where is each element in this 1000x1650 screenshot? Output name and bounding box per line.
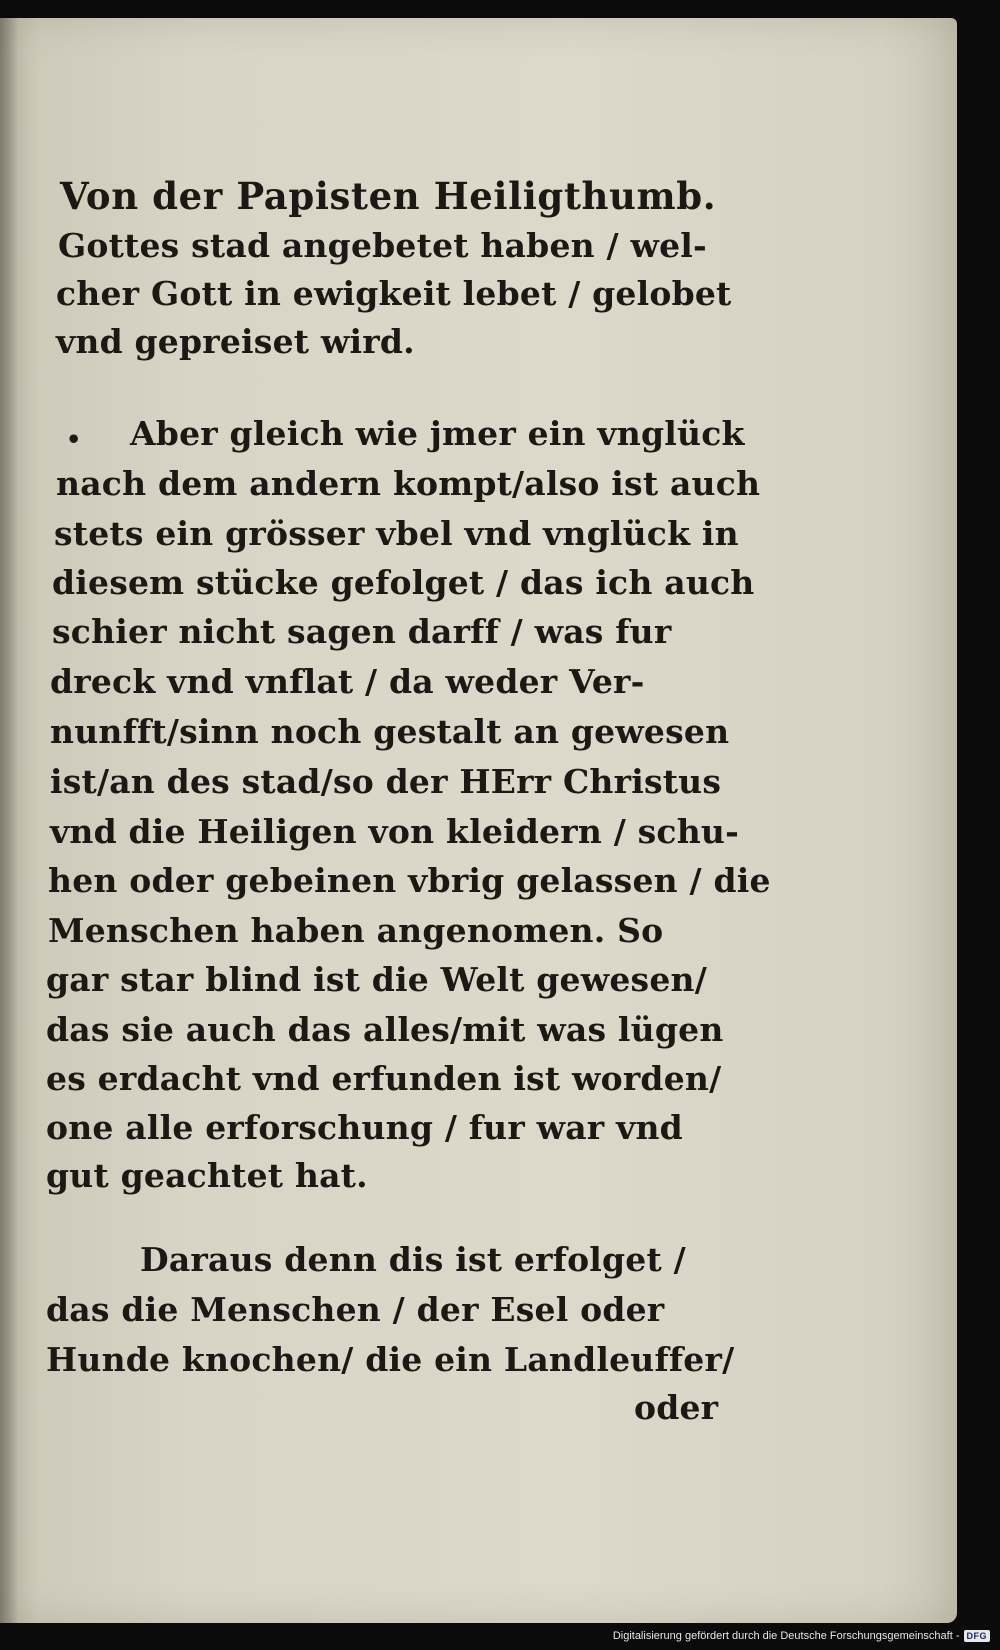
text-line: Daraus denn dis ist erfolget / (140, 1240, 686, 1279)
text-line: schier nicht sagen darff / was fur (52, 612, 672, 651)
text-line: hen oder gebeinen vbrig gelassen / die (48, 861, 771, 900)
text-line: es erdacht vnd erfunden ist worden/ (46, 1059, 722, 1098)
text-line: ist/an des stad/so der HErr Christus (50, 762, 722, 801)
text-line: nach dem andern kompt/also ist auch (56, 464, 761, 503)
text-line: gar star blind ist die Welt gewesen/ (46, 960, 707, 999)
text-line: cher Gott in ewigkeit lebet / gelobet (56, 274, 732, 313)
text-line: Gottes stad angebetet haben / wel- (58, 226, 707, 265)
text-line: dreck vnd vnflat / da weder Ver- (50, 662, 645, 701)
text-line: das die Menschen / der Esel oder (46, 1290, 665, 1329)
text-line: diesem stücke gefolget / das ich auch (52, 563, 755, 602)
running-head: Von der Papisten Heiligthumb. (60, 174, 717, 218)
book-page (0, 18, 957, 1623)
text-line: gut geachtet hat. (46, 1156, 368, 1195)
digitization-footer (613, 1628, 990, 1644)
catchword: oder (634, 1388, 719, 1427)
text-line: stets ein grösser vbel vnd vnglück in (54, 514, 739, 553)
footer-text: Digitalisierung gefördert durch die Deutsche Forschungsgemeinschaft - (612, 1630, 960, 1642)
text-line: nunfft/sinn noch gestalt an gewesen (50, 712, 730, 751)
dfg-logo: DFG (964, 1630, 991, 1642)
page-text (0, 18, 957, 1623)
text-line: one alle erforschung / fur war vnd (46, 1108, 683, 1147)
text-line: Hunde knochen/ die ein Landleuffer/ (46, 1340, 735, 1379)
text-line: Aber gleich wie jmer ein vnglück (130, 414, 745, 453)
text-line: Menschen haben angenomen. So (48, 911, 664, 950)
text-line: vnd die Heiligen von kleidern / schu- (50, 812, 739, 851)
text-line: das sie auch das alles/mit was lügen (46, 1010, 724, 1049)
paragraph-marker: • (66, 425, 82, 454)
text-line: vnd gepreiset wird. (56, 322, 415, 361)
